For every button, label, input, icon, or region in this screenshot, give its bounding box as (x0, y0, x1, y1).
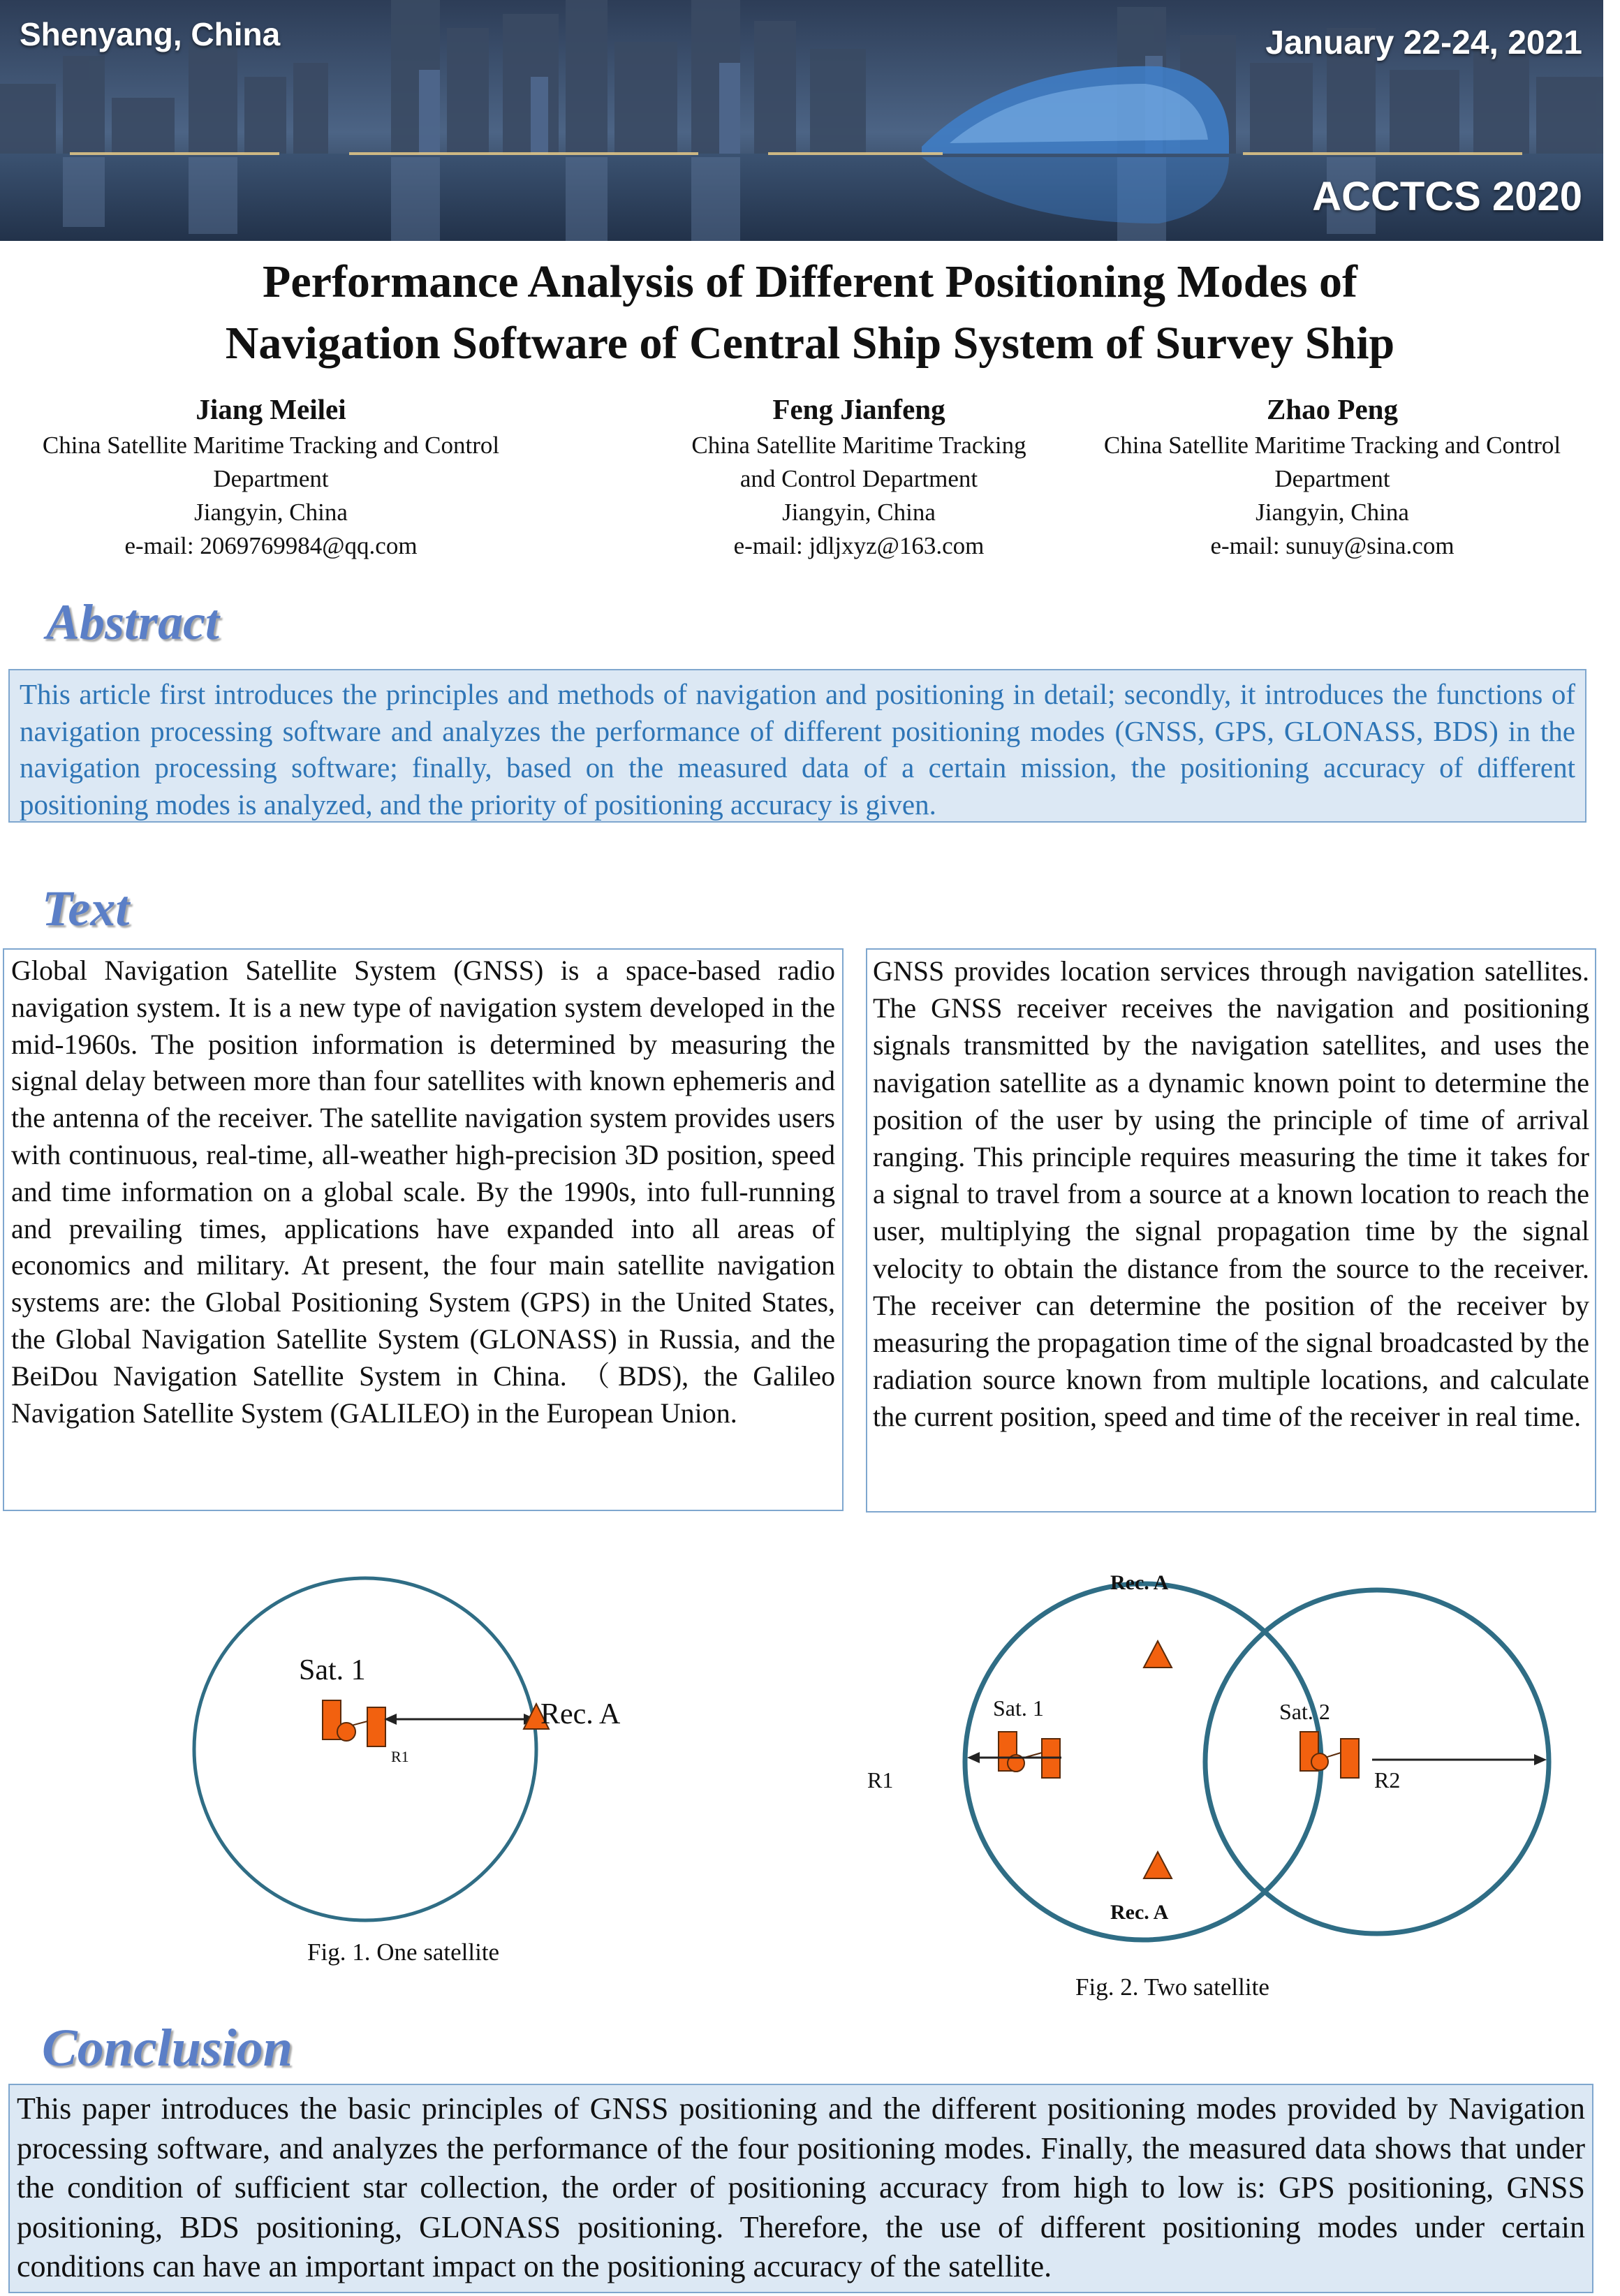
author-block (1061, 390, 1603, 563)
abstract-text: This article first introduces the principles and methods of navigation and positioning in detail; secondly, it introduces the functions of navigation processing software and analyzes the performance of different positioning modes (GNSS, GPS, GLONASS, BDS) in the navigation processing software; finally, based on the measured data of a certain mission, the positioning accuracy of different positioning modes is analyzed, and the priority of positioning accuracy is given. (8, 669, 1586, 823)
author-location: Jiangyin, China (1256, 499, 1409, 526)
range-label: R1 (391, 1748, 409, 1765)
range-circle (194, 1578, 536, 1920)
header-banner (0, 0, 1603, 241)
rec-bottom-label: Rec. A (1110, 1901, 1169, 1924)
conference-label: ACCTCS 2020 (1312, 174, 1582, 219)
sat1-label: Sat. 1 (993, 1695, 1044, 1721)
author-affiliation: China Satellite Maritime Tracking (691, 432, 1026, 459)
satellite-2-icon (1300, 1732, 1359, 1778)
sat-label: Sat. 1 (299, 1654, 366, 1686)
receiver-top-icon (1144, 1641, 1172, 1668)
figure-one-satellite (175, 1564, 621, 1927)
author-email: e-mail: sunuy@sina.com (1210, 532, 1455, 559)
sat2-label: Sat. 2 (1279, 1699, 1330, 1724)
conclusion-heading: Conclusion (42, 2019, 293, 2077)
author-affiliation: China Satellite Maritime Tracking and Control (42, 432, 500, 459)
author-name: Jiang Meilei (196, 393, 346, 425)
text-column-right: GNSS provides location services through navigation satellites. The GNSS receiver receives the navigation and positioning signals transmitted by the navigation satellites, and uses the navigation satellite as a dynamic known point to determine the position of the user by using the principle of time of arrival ranging. This principle requires measuring the time it takes for a signal to travel from a source at a known location to reach the user, multiplying the signal propagation time by the signal velocity to obtain the distance from the source to the receiver. The receiver can determine the position of the receiver by measuring the propagation time of the signal broadcasted by the radiation source known from multiple locations, and calculate the current position, speed and time of the receiver in real time. (866, 948, 1596, 1513)
figure-2-caption: Fig. 2. Two satellite (1075, 1973, 1269, 2001)
figure-two-satellites (852, 1564, 1550, 1955)
author-block (580, 390, 1138, 563)
date-label: January 22-24, 2021 (1265, 24, 1582, 61)
title-line-2: Navigation Software of Central Ship System of Survey Ship (225, 318, 1395, 369)
text-heading: Text (42, 881, 130, 936)
receiver-bottom-icon (1144, 1852, 1172, 1878)
location-label: Shenyang, China (20, 16, 281, 52)
r1-label: R1 (867, 1767, 894, 1793)
author-affiliation: and Control Department (739, 465, 978, 492)
rec-label: Rec. A (540, 1698, 621, 1730)
conclusion-text: This paper introduces the basic principles of GNSS positioning and the different positioning modes provided by Navigation processing software, and analyzes the performance of the four positioning modes. Finally, the measured data shows that under the condition of sufficient star collection, the order of positioning accuracy from high to low is: GPS positioning, GNSS positioning, BDS positioning, GLONASS positioning. Therefore, the use of different positioning modes under certain conditions can have an important impact on the positioning accuracy of the satellite. (8, 2084, 1593, 2293)
author-affiliation: China Satellite Maritime Tracking and Control (1103, 432, 1561, 459)
abstract-heading: Abstract (46, 594, 220, 650)
author-name: Feng Jianfeng (772, 393, 945, 425)
author-affiliation: Department (213, 465, 329, 492)
range-circle-sat2 (1205, 1590, 1549, 1934)
satellite-1-icon (999, 1732, 1060, 1778)
r2-label: R2 (1374, 1767, 1401, 1793)
rec-top-label: Rec. A (1110, 1571, 1169, 1594)
author-email: e-mail: jdljxyz@163.com (733, 532, 985, 559)
author-location: Jiangyin, China (194, 499, 348, 526)
author-location: Jiangyin, China (782, 499, 936, 526)
paper-title (0, 251, 1620, 374)
author-name: Zhao Peng (1267, 393, 1398, 425)
author-block (0, 390, 542, 563)
author-affiliation: Department (1274, 465, 1390, 492)
figure-1-caption: Fig. 1. One satellite (307, 1938, 500, 1966)
text-column-left: Global Navigation Satellite System (GNSS) is a space-based radio navigation system. It is a new type of navigation system developed in the mid-1960s. The position information is determined by measuring the signal delay between more than four satellites with known ephemeris and the antenna of the receiver. The satellite navigation system provides users with continuous, real-time, all-weather high-precision 3D position, speed and time information on a global scale. By the 1990s, into full-running and prevailing times, applications have expanded into all areas of economics and military. At present, the four main satellite navigation systems are: the Global Positioning System (GPS) in the United States, the Global Navigation Satellite System (GLONASS) in Russia, and the BeiDou Navigation Satellite System in China. （BDS), the Galileo Navigation Satellite System (GALILEO) in the European Union. (3, 948, 844, 1511)
title-line-1: Performance Analysis of Different Positioning Modes of (263, 256, 1357, 307)
author-email: e-mail: 2069769984@qq.com (124, 532, 418, 559)
satellite-icon (323, 1700, 385, 1746)
